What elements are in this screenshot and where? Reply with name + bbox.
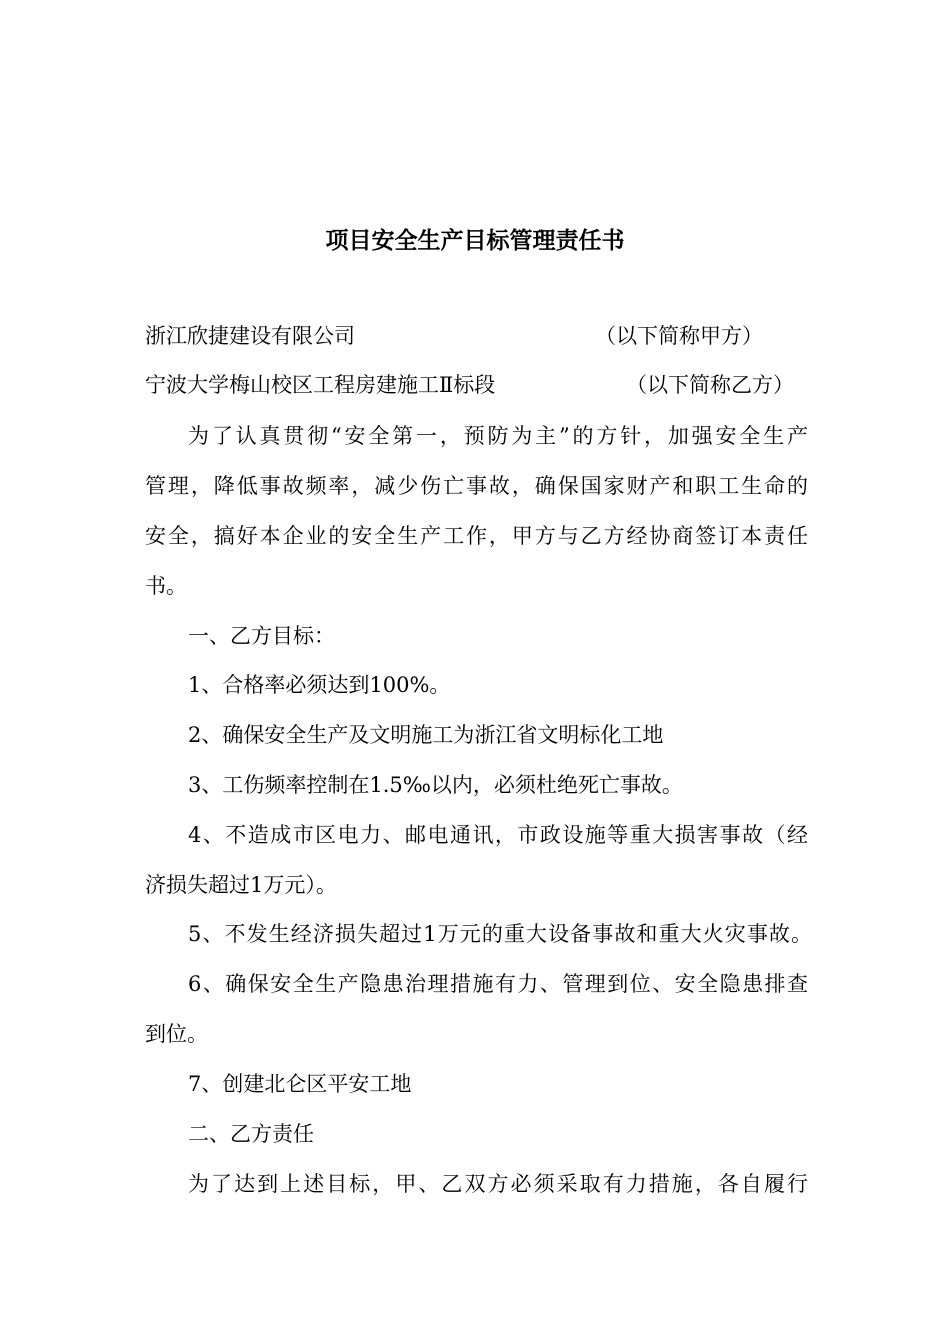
intro-line-4: 书。	[145, 574, 187, 598]
intro-line-2: 管理，降低事故频率，减少伤亡事故，确保国家财产和职工生命的	[145, 474, 808, 498]
goal-4-line-1: 4、不造成市区电力、邮电通讯，市政设施等重大损害事故（经	[188, 823, 808, 847]
party-b-name: 宁波大学梅山校区工程房建施工Ⅱ标段	[145, 373, 496, 397]
goal-2: 2、确保安全生产及文明施工为浙江省文明标化工地	[188, 723, 664, 747]
section-1-heading: 一、乙方目标：	[188, 624, 335, 648]
intro-line-1: 为了认真贯彻“安全第一，预防为主”的方针，加强安全生产	[188, 424, 808, 448]
intro-line-3: 安全，搞好本企业的安全生产工作，甲方与乙方经协商签订本责任	[145, 524, 808, 548]
goal-5: 5、不发生经济损失超过1万元的重大设备事故和重大火灾事故。	[188, 922, 812, 946]
section-2-heading: 二、乙方责任	[188, 1122, 314, 1146]
goal-6-line-1: 6、确保安全生产隐患治理措施有力、管理到位、安全隐患排查	[188, 972, 808, 996]
party-b-alias: （以下简称乙方）	[626, 373, 794, 397]
goal-7: 7、创建北仑区平安工地	[188, 1072, 412, 1096]
goal-6-line-2: 到位。	[145, 1022, 208, 1046]
party-a-alias: （以下简称甲方）	[595, 324, 763, 348]
section-2-line-1: 为了达到上述目标，甲、乙双方必须采取有力措施，各自履行	[188, 1172, 808, 1196]
goal-4-line-2: 济损失超过1万元）。	[145, 873, 337, 897]
party-a-name: 浙江欣捷建设有限公司	[145, 324, 355, 348]
goal-3: 3、工伤频率控制在1.5‰以内，必须杜绝死亡事故。	[188, 773, 683, 797]
goal-1: 1、合格率必须达到100%。	[188, 673, 451, 697]
document-title: 项目安全生产目标管理责任书	[325, 228, 625, 254]
